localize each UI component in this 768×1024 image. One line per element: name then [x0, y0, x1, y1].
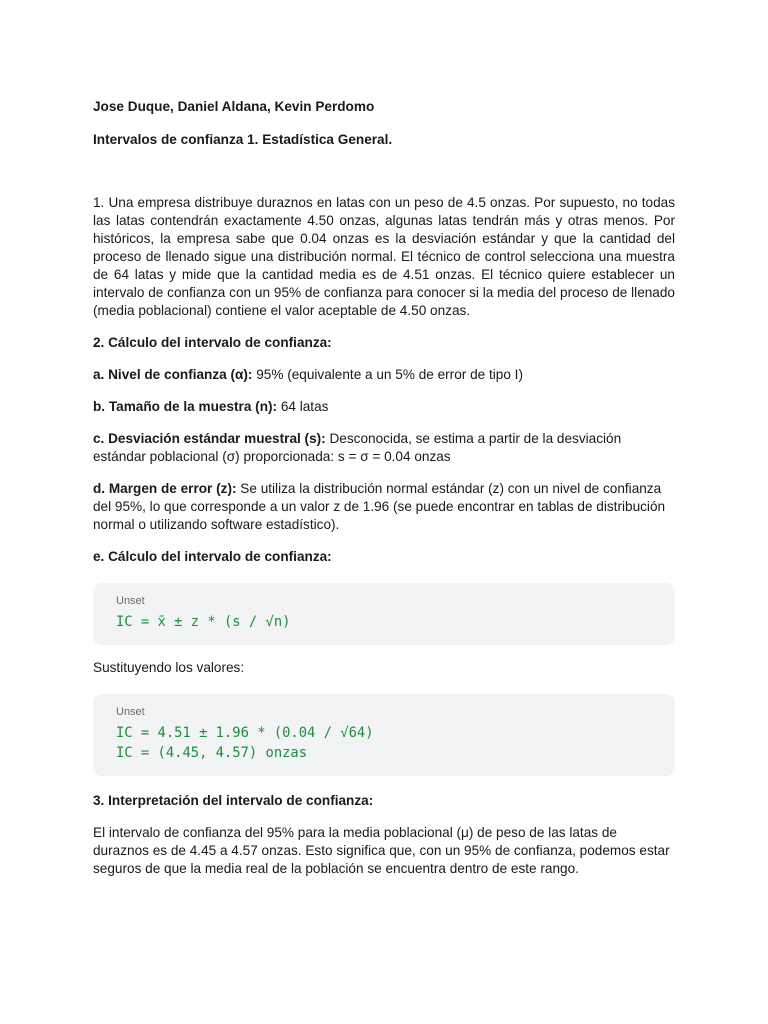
section-3-heading: 3. Interpretación del intervalo de confianza:	[93, 793, 374, 808]
code-block-substitution	[93, 694, 675, 776]
code-language-label: Unset	[116, 595, 145, 607]
item-margin-error	[93, 480, 675, 534]
item-label: c. Desviación estándar muestral (s):	[93, 431, 326, 446]
substitution-text: Sustituyendo los valores:	[93, 660, 245, 675]
calculation-heading: e. Cálculo del intervalo de confianza:	[93, 549, 332, 564]
document-page	[93, 98, 675, 878]
item-text: 64 latas	[277, 399, 329, 414]
item-label: a. Nivel de confianza (α):	[93, 367, 253, 382]
authors-line: Jose Duque, Daniel Aldana, Kevin Perdomo	[93, 99, 375, 114]
item-text: 95% (equivalente a un 5% de error de tipo I)	[252, 367, 523, 382]
item-text: Se utiliza la distribución normal estándar (z) con un nivel de confianza del 95%, lo que corresponde a un valor z de 1.96 (se puede encontrar en tablas de distribución normal o utilizando software estadístico).	[93, 481, 666, 532]
item-text: Desconocida, se estima a partir de la desviación estándar poblacional (σ) proporcionada: s = σ = 0.04 onzas	[93, 431, 622, 464]
code-line: IC = 4.51 ± 1.96 * (0.04 / √64)	[116, 725, 374, 741]
code-line: IC = (4.45, 4.57) onzas	[116, 745, 308, 761]
item-confidence-level	[93, 366, 675, 384]
interpretation-text: El intervalo de confianza del 95% para la media poblacional (μ) de peso de las latas de duraznos es de 4.45 a 4.57 onzas. Esto significa que, con un 95% de confianza, podemos estar seguros de que la media real de la población se encuentra dentro de este rango.	[93, 825, 670, 876]
section-2-heading: 2. Cálculo del intervalo de confianza:	[93, 335, 332, 350]
code-line: IC = x̄ ± z * (s / √n)	[116, 614, 291, 630]
item-std-deviation	[93, 430, 675, 466]
item-label: b. Tamaño de la muestra (n):	[93, 399, 278, 414]
code-block-formula	[93, 583, 675, 645]
problem-statement: 1. Una empresa distribuye duraznos en latas con un peso de 4.5 onzas. Por supuesto, no todas las latas contendrán exactamente 4.50 onzas, algunas latas tendrán más y otras menos. Por históricos, la empresa sabe que 0.04 onzas es la desviación estándar y que la cantidad del proceso de llenado sigue una distribución normal. El técnico de control selecciona una muestra de 64 latas y mide que la cantidad media es de 4.51 onzas. El técnico quiere establecer un intervalo de confianza con un 95% de confianza para conocer si la media del proceso de llenado (media poblacional) contiene el valor aceptable de 4.50 onzas.	[93, 195, 675, 318]
item-sample-size	[93, 398, 675, 416]
code-language-label: Unset	[116, 706, 145, 718]
document-subtitle: Intervalos de confianza 1. Estadística General.	[93, 132, 393, 147]
item-label: d. Margen de error (z):	[93, 481, 237, 496]
